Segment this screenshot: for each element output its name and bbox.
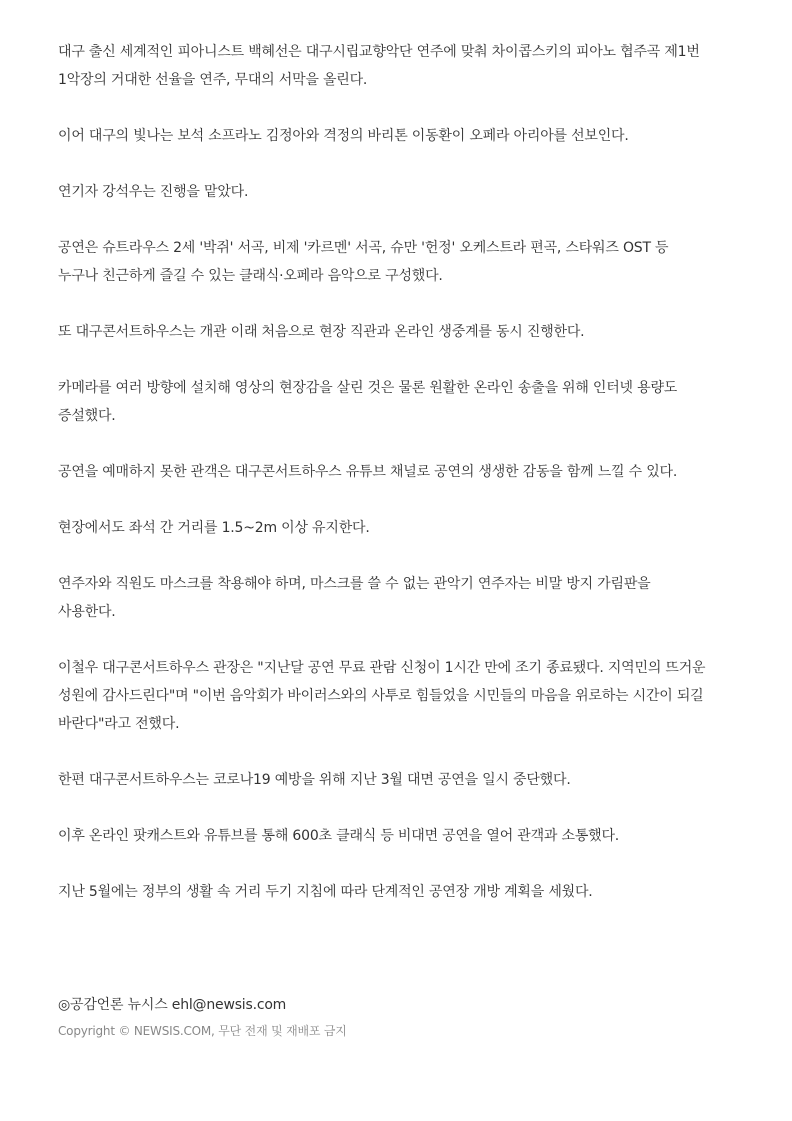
article-paragraph: 현장에서도 좌석 간 거리를 1.5~2m 이상 유지한다. xyxy=(58,520,370,536)
article-body xyxy=(58,38,708,934)
article-paragraph: 이어 대구의 빛나는 보석 소프라노 김정아와 격정의 바리톤 이동환이 오페라 아리아를 선보인다. xyxy=(58,128,629,144)
article-paragraph: 공연은 슈트라우스 2세 '박쥐' 서곡, 비제 '카르멘' 서곡, 슈만 '헌정' 오케스트라 편곡, 스타워즈 OST 등 누구나 친근하게 즐길 수 있는 클래식·오페라 음악으로 구성했다. xyxy=(58,240,669,284)
article-paragraph: 연주자와 직원도 마스크를 착용해야 하며, 마스크를 쓸 수 없는 관악기 연주자는 비말 방지 가림판을 사용한다. xyxy=(58,576,651,620)
article-paragraph: 대구 출신 세계적인 피아니스트 백혜선은 대구시립교향악단 연주에 맞춰 차이콥스키의 피아노 협주곡 제1번 1악장의 거대한 선율을 연주, 무대의 서막을 올린다. xyxy=(58,44,700,88)
article-paragraph: 지난 5월에는 정부의 생활 속 거리 두기 지침에 따라 단계적인 공연장 개방 계획을 세웠다. xyxy=(58,884,593,900)
article-paragraph: 공연을 예매하지 못한 관객은 대구콘서트하우스 유튜브 채널로 공연의 생생한 감동을 함께 느낄 수 있다. xyxy=(58,464,678,480)
copyright-notice: Copyright © NEWSIS.COM, 무단 전재 및 재배포 금지 xyxy=(58,1024,347,1038)
article-paragraph: 이후 온라인 팟캐스트와 유튜브를 통해 600초 클래식 등 비대면 공연을 열어 관객과 소통했다. xyxy=(58,828,620,844)
article-paragraph: 한편 대구콘서트하우스는 코로나19 예방을 위해 지난 3월 대면 공연을 일시 중단했다. xyxy=(58,772,571,788)
article-paragraph: 카메라를 여러 방향에 설치해 영상의 현장감을 살린 것은 물론 원활한 온라인 송출을 위해 인터넷 용량도 증설했다. xyxy=(58,380,678,424)
article-byline: ◎공감언론 뉴시스 ehl@newsis.com xyxy=(58,997,287,1013)
article-paragraph: 연기자 강석우는 진행을 맡았다. xyxy=(58,184,249,200)
article-paragraph: 또 대구콘서트하우스는 개관 이래 처음으로 현장 직관과 온라인 생중계를 동시 진행한다. xyxy=(58,324,585,340)
article-paragraph: 이철우 대구콘서트하우스 관장은 "지난달 공연 무료 관람 신청이 1시간 만에 조기 종료됐다. 지역민의 뜨거운 성원에 감사드린다"며 "이번 음악회가 바이러스와의 사투로 힘들었을 시민들의 마음을 위로하는 시간이 되길 바란다"라고 전했다. xyxy=(58,660,706,732)
